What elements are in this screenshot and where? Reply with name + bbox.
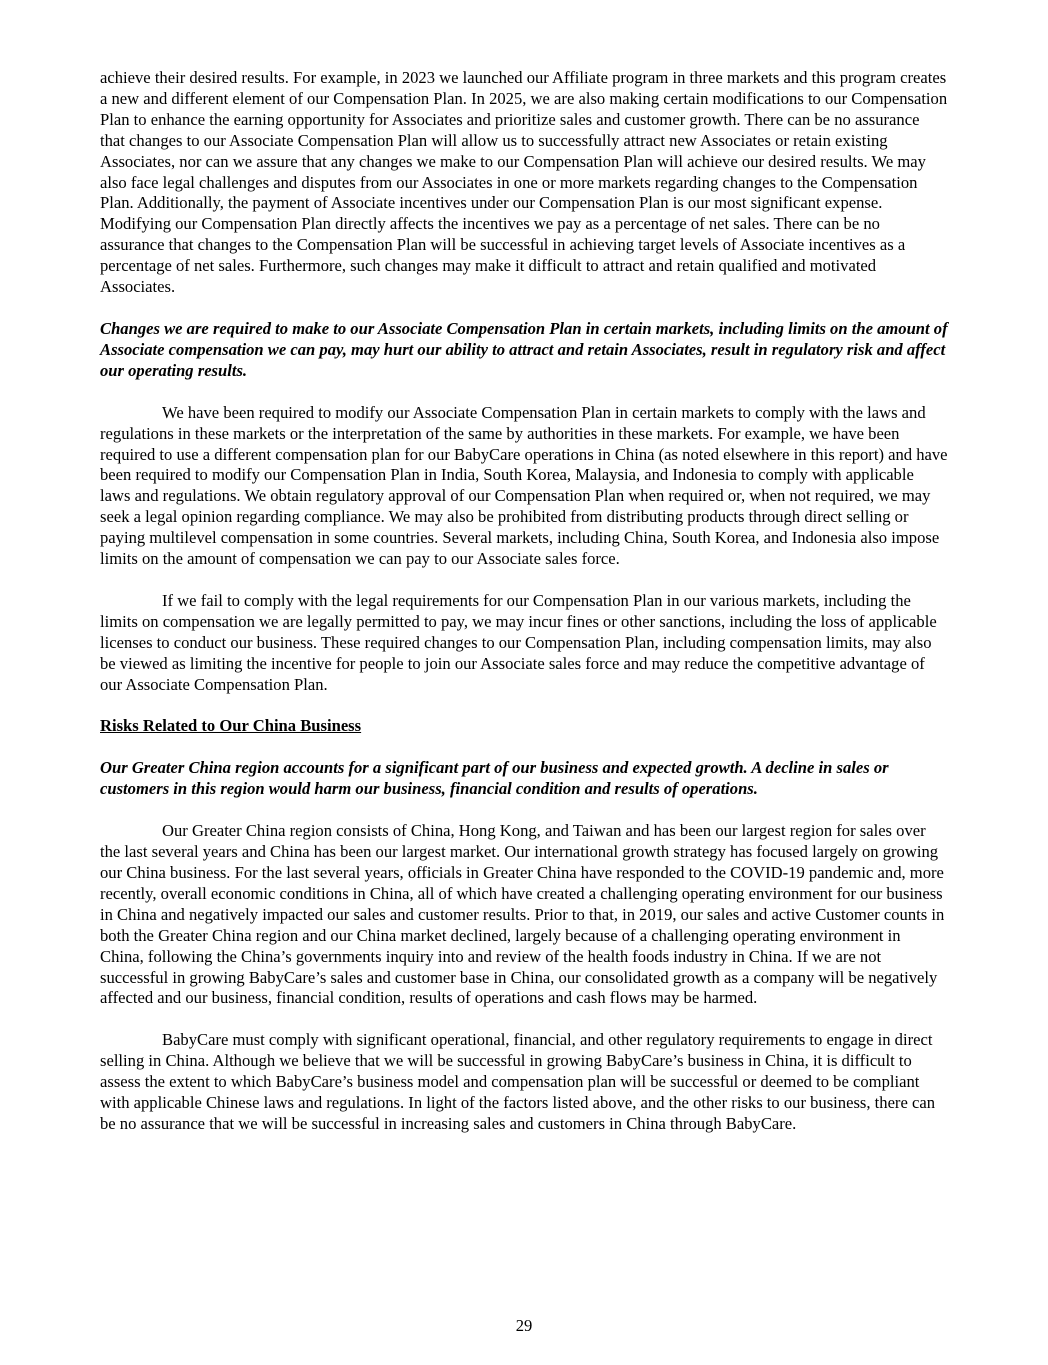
heading-risks-china-business: Risks Related to Our China Business (100, 716, 362, 736)
para-compensation-plan-results: achieve their desired results. For example, in 2023 we launched our Affiliate program in three markets and this program creates a new and different element of our Compensation Plan. In 2025, we are also making certain modifications to our Compensation Plan to enhance the earning opportunity for Associates and prioritize sales and customer growth. There can be no assurance that changes to our Associate Compensation Plan will allow us to successfully attract new Associates or retain existing Associates, nor can we assure that any changes we make to our Compensation Plan will achieve our desired results. We may also face legal challenges and disputes from our Associates in one or more markets regarding changes to the Compensation Plan. Additionally, the payment of Associate incentives under our Compensation Plan is our most significant expense. Modifying our Compensation Plan directly affects the incentives we pay as a percentage of net sales. There can be no assurance that changes to the Compensation Plan will be successful in achieving target levels of Associate incentives as a percentage of net sales. Furthermore, such changes may make it difficult to attract and retain qualified and motivated Associates. (100, 68, 948, 297)
heading-greater-china-region: Our Greater China region accounts for a significant part of our business and expected growth. A decline in sales or customers in this region would harm our business, financial condition and results of operations. (100, 758, 889, 799)
para-legal-requirements: If we fail to comply with the legal requirements for our Compensation Plan in our various markets, including the limits on compensation we are legally permitted to pay, we may incur fines or other sanctions, including the loss of applicable licenses to conduct our business. These required changes to our Compensation Plan, including compensation limits, may also be viewed as limiting the incentive for people to join our Associate sales force and may reduce the competitive advantage of our Associate Compensation Plan. (100, 590, 937, 694)
heading-compensation-plan-changes: Changes we are required to make to our Associate Compensation Plan in certain markets, including limits on the amount of Associate compensation we can pay, may hurt our ability to attract and retain Associates, result in regulatory risk and affect our operating results. (100, 318, 948, 380)
page-number: 29 (515, 1316, 533, 1336)
para-babycare-compliance: BabyCare must comply with significant operational, financial, and other regulatory requirements to engage in direct selling in China. Although we believe that we will be successful in growing BabyCare’s business in China, it is difficult to assess the extent to which BabyCare’s business model and compensation plan will be successful or deemed to be compliant with applicable Chinese laws and regulations. In light of the factors listed above, and the other risks to our business, there can be no assurance that we will be successful in increasing sales and customers in China through BabyCare. (100, 1030, 936, 1133)
para-greater-china-consists: Our Greater China region consists of China, Hong Kong, and Taiwan and has been our largest region for sales over the last several years and China has been our largest market. Our international growth strategy has focused largely on growing our China business. For the last several years, officials in Greater China have responded to the COVID-19 pandemic and, more recently, overall economic conditions in China, all of which have created a challenging operating environment for our business in China and negatively impacted our sales and customer results. Prior to that, in 2019, our sales and active Customer counts in both the Greater China region and our China market declined, largely because of a challenging operating environment in China, following the China’s governments inquiry into and review of the health foods industry in China. If we are not successful in growing BabyCare’s sales and customer base in China, our consolidated growth as a company will be negatively affected and our business, financial condition, results of operations and cash flows may be harmed. (100, 821, 945, 1008)
para-modify-compensation-plan: We have been required to modify our Associate Compensation Plan in certain markets to comply with the laws and regulations in these markets or the interpretation of the same by authorities in these markets. For example, we have been required to use a different compensation plan for our BabyCare operations in China (as noted elsewhere in this report) and have been required to modify our Compensation Plan in India, South Korea, Malaysia, and Indonesia to comply with applicable laws and regulations. We obtain regulatory approval of our Compensation Plan when required or, when not required, we may seek a legal opinion regarding compliance. We may also be prohibited from distributing products through direct selling or paying multilevel compensation in some countries. Several markets, including China, South Korea, and Indonesia also impose limits on the amount of compensation we can pay to our Associate sales force. (100, 402, 948, 569)
